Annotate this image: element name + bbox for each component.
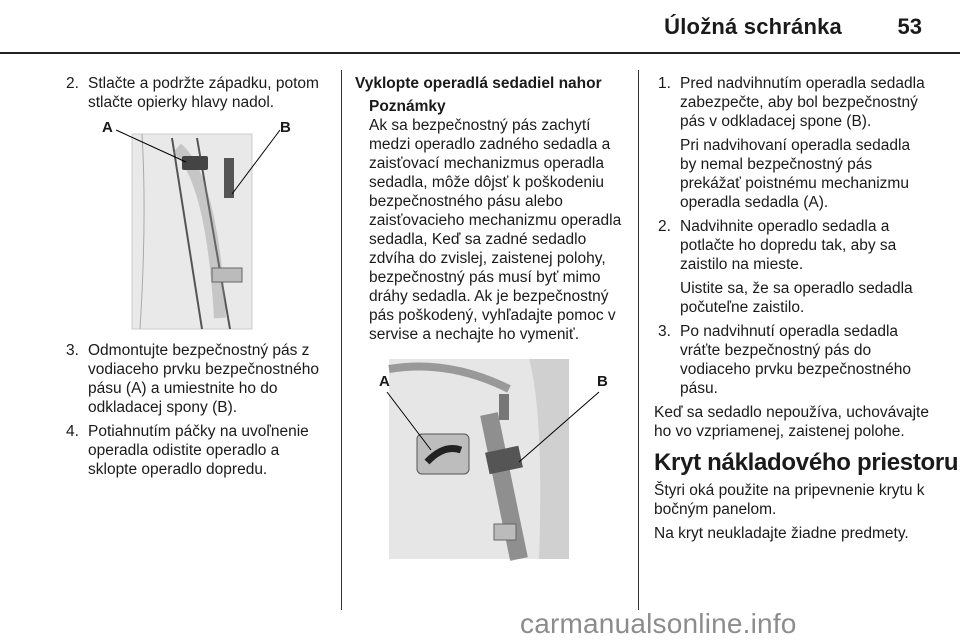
column-divider-1: [341, 70, 342, 610]
step-text: Stlačte a podržte západku, potom stlačte opierky hlavy nadol.: [88, 75, 319, 111]
step-number: 1.: [658, 75, 671, 92]
step-text: Pred nadvihnutím operadla sedadla zabezpečte, aby bol bezpečnostný pás v odkladacej spone (B).: [680, 75, 925, 130]
step-extra-text: Uistite sa, že sa operadlo sedadla počuteľne zaistilo.: [680, 280, 913, 316]
step-3: [62, 341, 332, 417]
note-title: Poznámky: [369, 98, 446, 115]
note-block: [355, 97, 630, 344]
seatbelt-illustration: [369, 354, 619, 564]
step-extra-text: Pri nadvihovaní operadla sedadla by nemal bezpečnostný pás prekážať poistnému mechanizmu operadla sedadla (A).: [680, 137, 911, 211]
step-1: [654, 74, 929, 212]
step-number: 3.: [658, 323, 671, 340]
headrest-figure: [102, 118, 332, 333]
section-title-cargo-cover: Kryt nákladového priestoru: [654, 449, 959, 476]
step-number: 2.: [658, 218, 671, 235]
headrest-illustration: [102, 118, 332, 333]
header-rule: [0, 52, 960, 54]
page-header-title: Úložná schránka: [664, 14, 842, 39]
step-3-return-belt: [654, 322, 929, 398]
paragraph-hooks: Štyri oká použite na pripevnenie krytu k bočným panelom.: [654, 482, 925, 518]
step-text: Po nadvihnutí operadla sedadla vráťte bezpečnostný pás do vodiaceho prvku bezpečnostného pásu.: [680, 323, 911, 397]
column-divider-2: [638, 70, 639, 610]
step-number: 4.: [66, 423, 79, 440]
step-4: [62, 422, 332, 479]
figure-label-b: B: [597, 373, 608, 390]
step-2: [62, 74, 332, 112]
note-text: Ak sa bezpečnostný pás zachytí medzi operadlo zadného sedadla a zaisťovací mechanizmus operadla sedadla, môže dôjsť k poškodeniu bezpečnostného pásu alebo zaisťovacieho mechanizmu operadla sedadla, Keď sa zadné sedadlo zdvíha do zvislej, zaistenej polohy, bezpečnostný pás musí byť mimo dráhy sedadla. Ak je bezpečnostný pás poškodený, vyhľadajte pomoc v servise a nechajte ho vymeniť.: [369, 117, 622, 343]
watermark: carmanualsonline.info: [520, 608, 797, 639]
column-1: [62, 74, 332, 484]
figure-label-a: A: [379, 373, 390, 390]
subheading-fold-up: Vyklopte operadlá sedadiel nahor: [355, 75, 602, 92]
paragraph-no-items: Na kryt neukladajte žiadne predmety.: [654, 525, 909, 542]
seatbelt-figure: [369, 354, 619, 564]
step-2-raise: [654, 217, 929, 317]
figure-label-b: B: [280, 119, 291, 136]
column-3: [654, 74, 959, 548]
step-number: 3.: [66, 342, 79, 359]
figure-label-a: A: [102, 119, 113, 136]
step-text: Odmontujte bezpečnostný pás z vodiaceho prvku bezpečnostného pásu (A) a umiestnite ho do odkladacej spony (B).: [88, 342, 319, 416]
step-text: Nadvihnite operadlo sedadla a potlačte ho dopredu tak, aby sa zaistilo na mieste.: [680, 218, 897, 273]
step-number: 2.: [66, 75, 79, 92]
paragraph-unused-seat: Keď sa sedadlo nepoužíva, uchovávajte ho vo vzpriamenej, zaistenej polohe.: [654, 404, 929, 440]
column-2: [355, 74, 630, 572]
step-text: Potiahnutím páčky na uvoľnenie operadla odistite operadlo a sklopte operadlo dopredu.: [88, 423, 309, 478]
page-number: 53: [897, 14, 922, 39]
